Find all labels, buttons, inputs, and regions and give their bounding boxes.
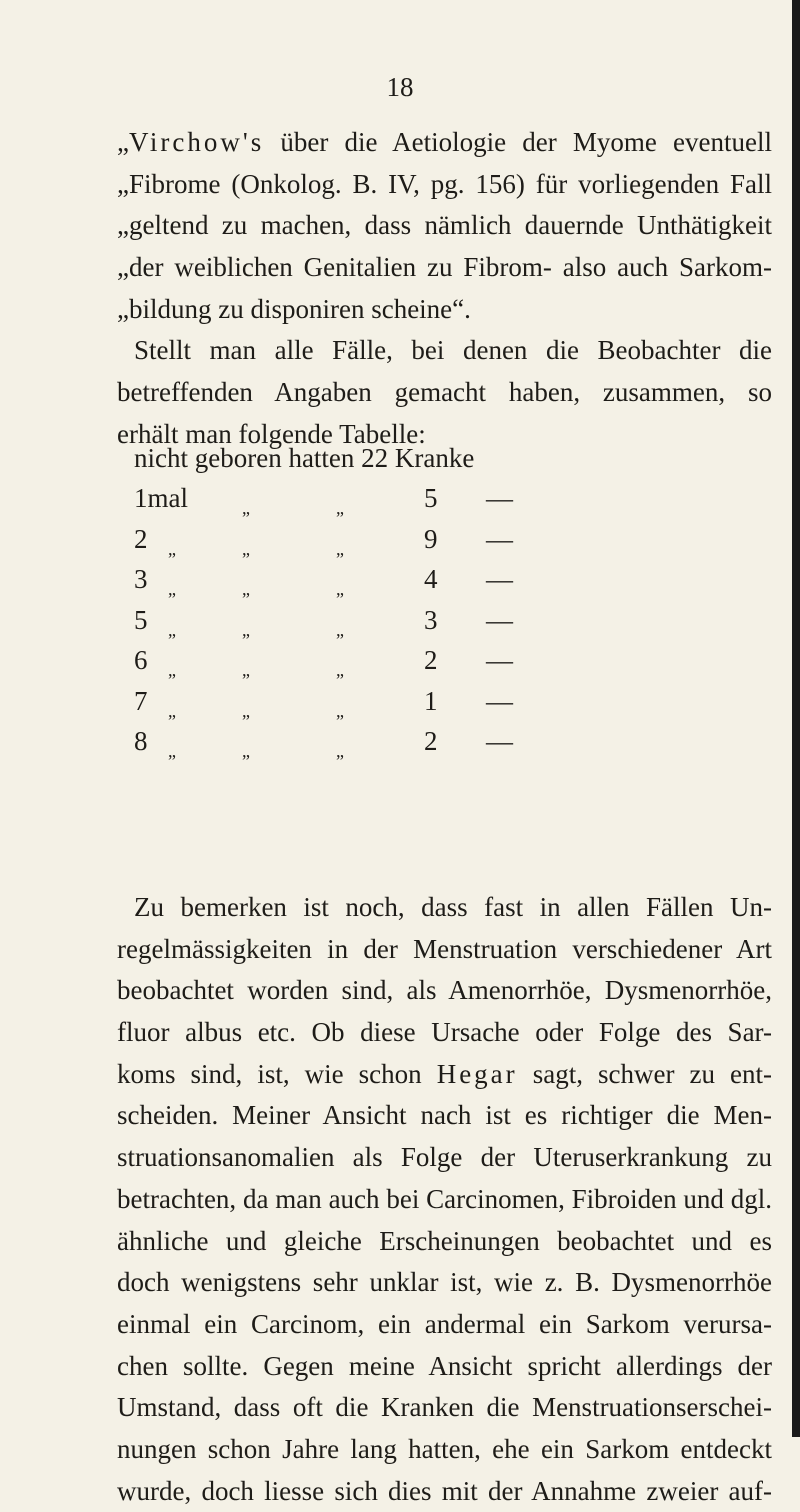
row-dash: — — [486, 604, 513, 635]
ditto-mark: „ — [242, 579, 250, 599]
text-run: chen sollte. Gegen meine Ansicht spricht allerdings der — [117, 1350, 772, 1381]
text-run: koms sind, ist, wie schon — [117, 1058, 437, 1089]
row-dash: — — [486, 685, 513, 716]
text-run: sagt, schwer zu ent- — [517, 1058, 772, 1089]
spaced-name: Hegar — [436, 1058, 518, 1089]
text-run: betreffenden Angaben gemacht haben, zusammen, so — [117, 377, 772, 408]
ditto-mark: „ — [242, 700, 250, 721]
text-run: „der weiblichen Genitalien zu Fibrom- also auch Sarkom- — [117, 252, 772, 283]
ditto-mark: „ — [336, 619, 344, 640]
ditto-mark: „ — [168, 741, 176, 761]
text-line — [117, 1387, 772, 1429]
table-row — [0, 521, 800, 562]
text-run: Umstand, dass oft die Kranken die Menstruationserschei- — [117, 1392, 772, 1423]
text-run: struationsanomalien als Folge der Uteruserkrankung zu — [117, 1142, 772, 1173]
text-line — [117, 1054, 772, 1096]
text-line — [117, 164, 772, 206]
text-run: doch wenigstens sehr unklar ist, wie z. B. Dysmenorrhöe — [117, 1267, 772, 1298]
row-count: 2 — [424, 726, 438, 756]
text-run: Stellt man alle Fälle, bei denen die Beobachter die — [134, 335, 772, 366]
table-header: nicht geboren hatten 22 Kranke — [134, 443, 475, 473]
text-run: regelmässigkeiten in der Menstruation verschiedener Art — [117, 933, 772, 964]
page-number: 18 — [386, 72, 414, 102]
row-count: 4 — [424, 564, 438, 594]
text-line — [117, 1429, 772, 1471]
text-line — [117, 330, 772, 372]
text-run: einmal ein Carcinom, ein andermal ein Sarkom verursa- — [117, 1308, 772, 1339]
text-run: nungen schon Jahre lang hatten, ehe ein Sarkom entdeckt — [117, 1433, 772, 1464]
text-line — [117, 122, 772, 164]
text-run: Zu bemerken ist noch, dass fast in allen Fällen Un- — [134, 892, 772, 922]
text-run: beobachtet worden sind, als Amenorrhöe, Dysmenorrhöe, — [117, 975, 772, 1006]
row-count: 3 — [424, 604, 438, 635]
text-line — [117, 887, 772, 929]
text-line — [117, 1471, 772, 1512]
text-line — [117, 1179, 772, 1221]
ditto-mark: „ — [336, 660, 344, 680]
text-line — [117, 1012, 772, 1054]
text-run: fluor albus etc. Ob diese Ursache oder Folge des Sar- — [117, 1017, 772, 1048]
text-run: „bildung zu disponiren scheine“. — [117, 293, 471, 324]
text-line — [117, 1137, 772, 1179]
row-count: 2 — [424, 645, 438, 675]
ditto-mark: „ — [242, 538, 250, 559]
text-run: betrachten, da man auch bei Carcinomen, Fibroiden und dgl. — [117, 1183, 772, 1214]
text-line — [117, 1262, 772, 1304]
ditto-mark: „ — [336, 538, 344, 559]
table-row — [0, 723, 800, 764]
text-line — [117, 929, 772, 971]
text-line — [117, 205, 772, 247]
text-run: „ — [117, 127, 129, 157]
ditto-mark: „ — [242, 660, 250, 680]
ditto-mark: „ — [168, 619, 176, 640]
text-line — [117, 1221, 772, 1263]
row-dash: — — [486, 523, 513, 554]
text-line — [117, 289, 772, 331]
ditto-mark: „ — [168, 700, 176, 721]
text-block-bottom — [117, 887, 772, 1512]
text-run: erhält man folgende Tabelle: — [117, 418, 426, 449]
row-label: 6 — [134, 645, 148, 675]
text-line — [117, 372, 772, 414]
row-label: 1mal — [134, 483, 188, 513]
row-count: 1 — [424, 685, 438, 716]
row-dash: — — [486, 726, 513, 756]
ditto-mark: „ — [242, 498, 250, 518]
text-run: „Fibrome (Onkolog. B. IV, pg. 156) für vorliegenden Fall — [117, 168, 772, 199]
text-block-top — [117, 122, 772, 456]
row-count: 9 — [424, 523, 438, 554]
text-run: „geltend zu machen, dass nämlich dauernde Unthätigkeit — [117, 210, 772, 241]
text-line — [117, 970, 772, 1012]
ditto-mark: „ — [336, 579, 344, 599]
ditto-mark: „ — [168, 660, 176, 680]
row-label: 3 — [134, 564, 148, 594]
text-run: wurde, doch liesse sich dies mit der Annahme zweier auf- — [117, 1475, 772, 1506]
statistics-table — [0, 480, 800, 764]
ditto-mark: „ — [168, 579, 176, 599]
table-row — [0, 602, 800, 643]
row-label: 7 — [134, 685, 148, 716]
text-run: scheiden. Meiner Ansicht nach ist es richtiger die Men- — [117, 1100, 772, 1131]
ditto-mark: „ — [336, 700, 344, 721]
paragraph-intro — [117, 330, 772, 455]
text-line — [117, 1095, 772, 1137]
ditto-mark: „ — [242, 741, 250, 761]
row-dash: — — [486, 645, 513, 675]
table-row — [0, 561, 800, 602]
ditto-mark: „ — [168, 538, 176, 559]
text-run: ähnliche und gleiche Erscheinungen beobachtet und es — [117, 1225, 772, 1256]
ditto-mark: „ — [336, 741, 344, 761]
row-label: 2 — [134, 523, 148, 554]
row-label: 8 — [134, 726, 148, 756]
ditto-mark: „ — [336, 498, 344, 518]
text-line — [117, 1346, 772, 1388]
row-dash: — — [486, 483, 513, 513]
row-label: 5 — [134, 604, 148, 635]
text-line — [117, 1304, 772, 1346]
ditto-mark: „ — [242, 619, 250, 640]
paragraph-quote — [117, 122, 772, 330]
spaced-name: Virchow's — [128, 127, 265, 157]
paragraph-main — [117, 887, 772, 1512]
table-row — [0, 480, 800, 521]
row-dash: — — [486, 564, 513, 594]
row-count: 5 — [424, 483, 438, 513]
table-row — [0, 683, 800, 724]
table-row — [0, 642, 800, 683]
text-line — [117, 247, 772, 289]
text-run: über die Aetiologie der Myome eventuell — [264, 127, 772, 157]
